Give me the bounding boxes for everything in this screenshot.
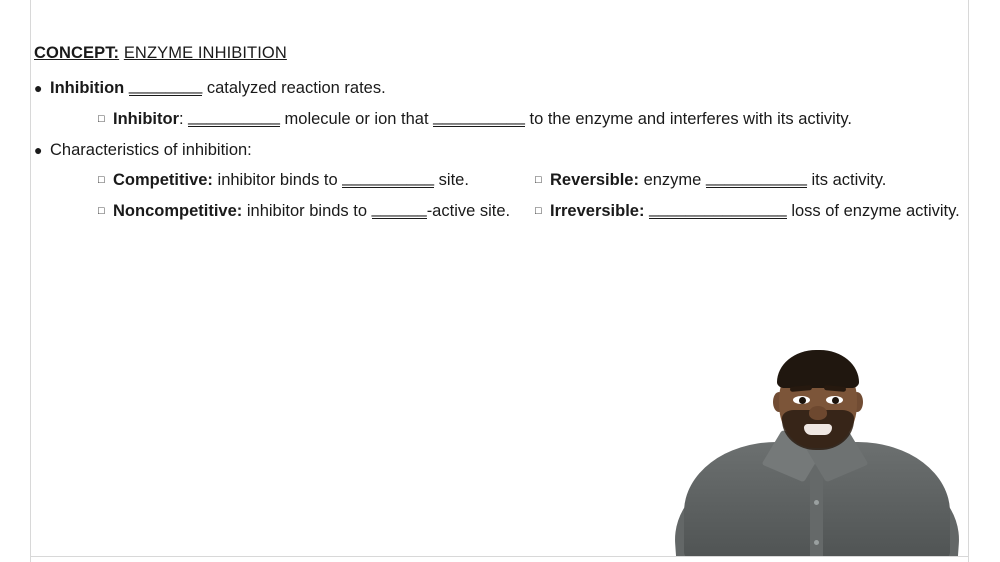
presenter-pupil-left bbox=[799, 397, 806, 404]
reversible-end-text: its activity. bbox=[811, 171, 887, 189]
item-reversible bbox=[535, 168, 964, 191]
bullet-dot-icon: ● bbox=[34, 142, 43, 158]
irreversible-label: Irreversible: bbox=[550, 202, 645, 220]
characteristics-row-2 bbox=[98, 199, 964, 222]
presenter-mouth bbox=[804, 424, 832, 435]
bullet-inhibition-text: catalyzed reaction rates. bbox=[206, 79, 386, 97]
concept-title: ENZYME INHIBITION bbox=[123, 44, 287, 62]
presenter-nose bbox=[809, 406, 827, 420]
bullet-inhibition-blank: ________ bbox=[128, 76, 203, 94]
inhibitor-mid-text: molecule or ion that bbox=[284, 110, 429, 128]
inhibitor-blank-1: __________ bbox=[188, 107, 280, 125]
slide-border-left bbox=[30, 0, 31, 562]
square-bullet-icon: □ bbox=[535, 174, 542, 186]
item-competitive bbox=[98, 168, 535, 191]
reversible-mid-text: enzyme bbox=[643, 171, 702, 189]
presenter-shirt-button bbox=[814, 540, 819, 545]
slide-border-right bbox=[968, 0, 969, 562]
inhibitor-colon: : bbox=[178, 110, 184, 128]
competitive-end-text: site. bbox=[438, 171, 469, 189]
bullet-characteristics-text: Characteristics of inhibition: bbox=[50, 141, 252, 159]
item-irreversible bbox=[535, 199, 964, 222]
irreversible-end-text: loss of enzyme activity. bbox=[791, 202, 960, 220]
presenter-shirt-button bbox=[814, 500, 819, 505]
square-bullet-icon: □ bbox=[98, 113, 105, 125]
irreversible-blank: _______________ bbox=[649, 199, 787, 217]
bullet-dot-icon: ● bbox=[34, 80, 43, 96]
square-bullet-icon: □ bbox=[535, 205, 542, 217]
bullet-inhibition-bold: Inhibition bbox=[50, 79, 125, 97]
bullet-characteristics bbox=[34, 141, 964, 160]
characteristics-row-1 bbox=[98, 168, 964, 191]
reversible-label: Reversible: bbox=[550, 171, 639, 189]
presenter-video bbox=[666, 340, 968, 556]
presenter-pupil-right bbox=[832, 397, 839, 404]
noncompetitive-mid-text: inhibitor binds to bbox=[246, 202, 368, 220]
inhibitor-end-text: to the enzyme and interferes with its activity. bbox=[529, 110, 852, 128]
inhibitor-blank-2: __________ bbox=[433, 107, 525, 125]
competitive-blank: __________ bbox=[342, 168, 435, 186]
concept-heading bbox=[34, 44, 964, 63]
inhibitor-label: Inhibitor bbox=[113, 110, 179, 128]
presenter-hair bbox=[777, 350, 859, 388]
item-noncompetitive bbox=[98, 199, 535, 222]
slide-content bbox=[34, 44, 964, 233]
reversible-blank: ___________ bbox=[705, 168, 807, 186]
noncompetitive-blank: ______ bbox=[371, 199, 427, 217]
square-bullet-icon: □ bbox=[98, 205, 105, 217]
bullet-inhibition bbox=[34, 76, 964, 99]
concept-label: CONCEPT: bbox=[34, 44, 120, 62]
competitive-mid-text: inhibitor binds to bbox=[217, 171, 338, 189]
square-bullet-icon: □ bbox=[98, 174, 105, 186]
slide-border-bottom bbox=[30, 556, 969, 557]
noncompetitive-label: Noncompetitive: bbox=[113, 202, 243, 220]
competitive-label: Competitive: bbox=[113, 171, 213, 189]
sub-inhibitor bbox=[98, 107, 964, 130]
noncompetitive-end-text: -active site. bbox=[426, 202, 511, 220]
